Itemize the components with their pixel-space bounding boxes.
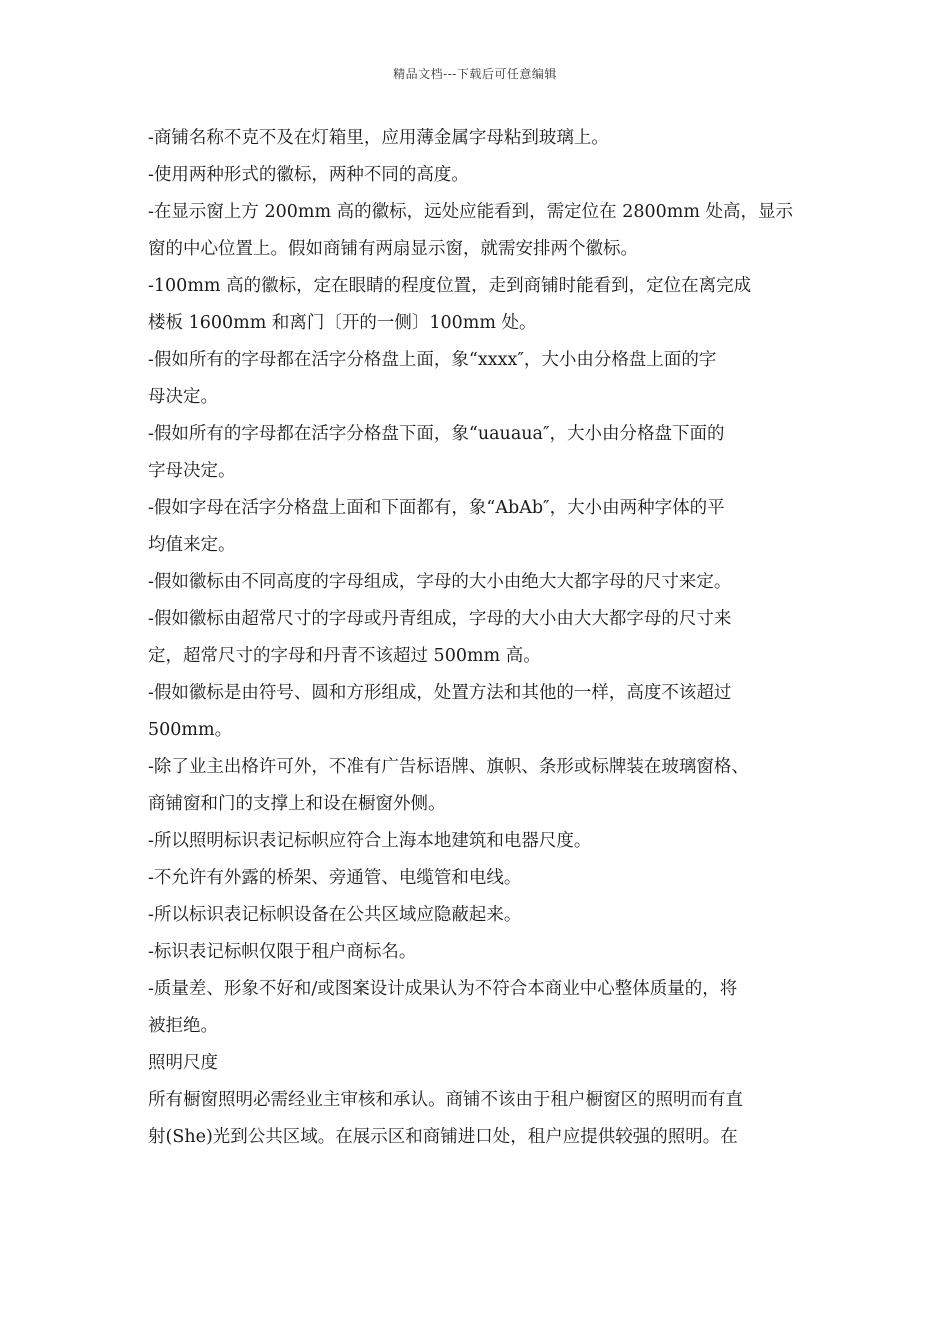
text-line: -假如徽标由不同高度的字母组成，字母的大小由绝大大都字母的尺寸来定。 [148, 572, 732, 592]
document-body [148, 120, 808, 1156]
text-line: 被拒绝。 [148, 1016, 218, 1036]
text-line: -所以标识表记标帜设备在公共区域应隐蔽起来。 [148, 905, 522, 925]
text-line: -在显示窗上方 200mm 高的徽标，远处应能看到，需定位在 2800mm 处高，显示 [148, 202, 793, 222]
text-line: 母决定。 [148, 387, 218, 407]
text-line: -不允许有外露的桥架、旁通管、电缆管和电线。 [148, 868, 522, 888]
text-line: -假如徽标由超常尺寸的字母或丹青组成，字母的大小由大大都字母的尺寸来 [148, 609, 732, 629]
text-line: -100mm 高的徽标，定在眼睛的程度位置，走到商铺时能看到，定位在离完成 [148, 276, 752, 296]
text-line: -假如所有的字母都在活字分格盘上面，象“xxxx″，大小由分格盘上面的字 [148, 350, 717, 370]
text-line: 所有橱窗照明必需经业主审核和承认。商铺不该由于租户橱窗区的照明而有直 [148, 1090, 743, 1110]
text-line: 500mm。 [148, 720, 233, 740]
text-line: 楼板 1600mm 和离门〔开的一侧〕100mm 处。 [148, 313, 537, 333]
text-line: -假如徽标是由符号、圆和方形组成，处置方法和其他的一样，高度不该超过 [148, 683, 732, 703]
text-line: -质量差、形象不好和/或图案设计成果认为不符合本商业中心整体质量的，将 [148, 979, 738, 999]
text-line: -假如字母在活字分格盘上面和下面都有，象“AbAb″，大小由两种字体的平 [148, 498, 725, 518]
text-line: -使用两种形式的徽标，两种不同的高度。 [148, 165, 469, 185]
text-line: -所以照明标识表记标帜应符合上海本地建筑和电器尺度。 [148, 831, 592, 851]
section-heading: 照明尺度 [148, 1053, 218, 1073]
text-line: -标识表记标帜仅限于租户商标名。 [148, 942, 417, 962]
text-line: -商铺名称不克不及在灯箱里，应用薄金属字母粘到玻璃上。 [148, 128, 609, 148]
page-header: 精品文档---下载后可任意编辑 [393, 67, 557, 81]
text-line: -假如所有的字母都在活字分格盘下面，象“uauaua″，大小由分格盘下面的 [148, 424, 725, 444]
text-line: 字母决定。 [148, 461, 236, 481]
text-line: 射(She)光到公共区域。在展示区和商铺进口处，租户应提供较强的照明。在 [148, 1127, 738, 1147]
text-line: 定，超常尺寸的字母和丹青不该超过 500mm 高。 [148, 646, 541, 666]
text-line: 均值来定。 [148, 535, 236, 555]
text-line: -除了业主出格许可外，不准有广告标语牌、旗帜、条形或标牌装在玻璃窗格、 [148, 757, 749, 777]
text-line: 窗的中心位置上。假如商铺有两扇显示窗，就需安排两个徽标。 [148, 239, 638, 259]
text-line: 商铺窗和门的支撑上和设在橱窗外侧。 [148, 794, 446, 814]
